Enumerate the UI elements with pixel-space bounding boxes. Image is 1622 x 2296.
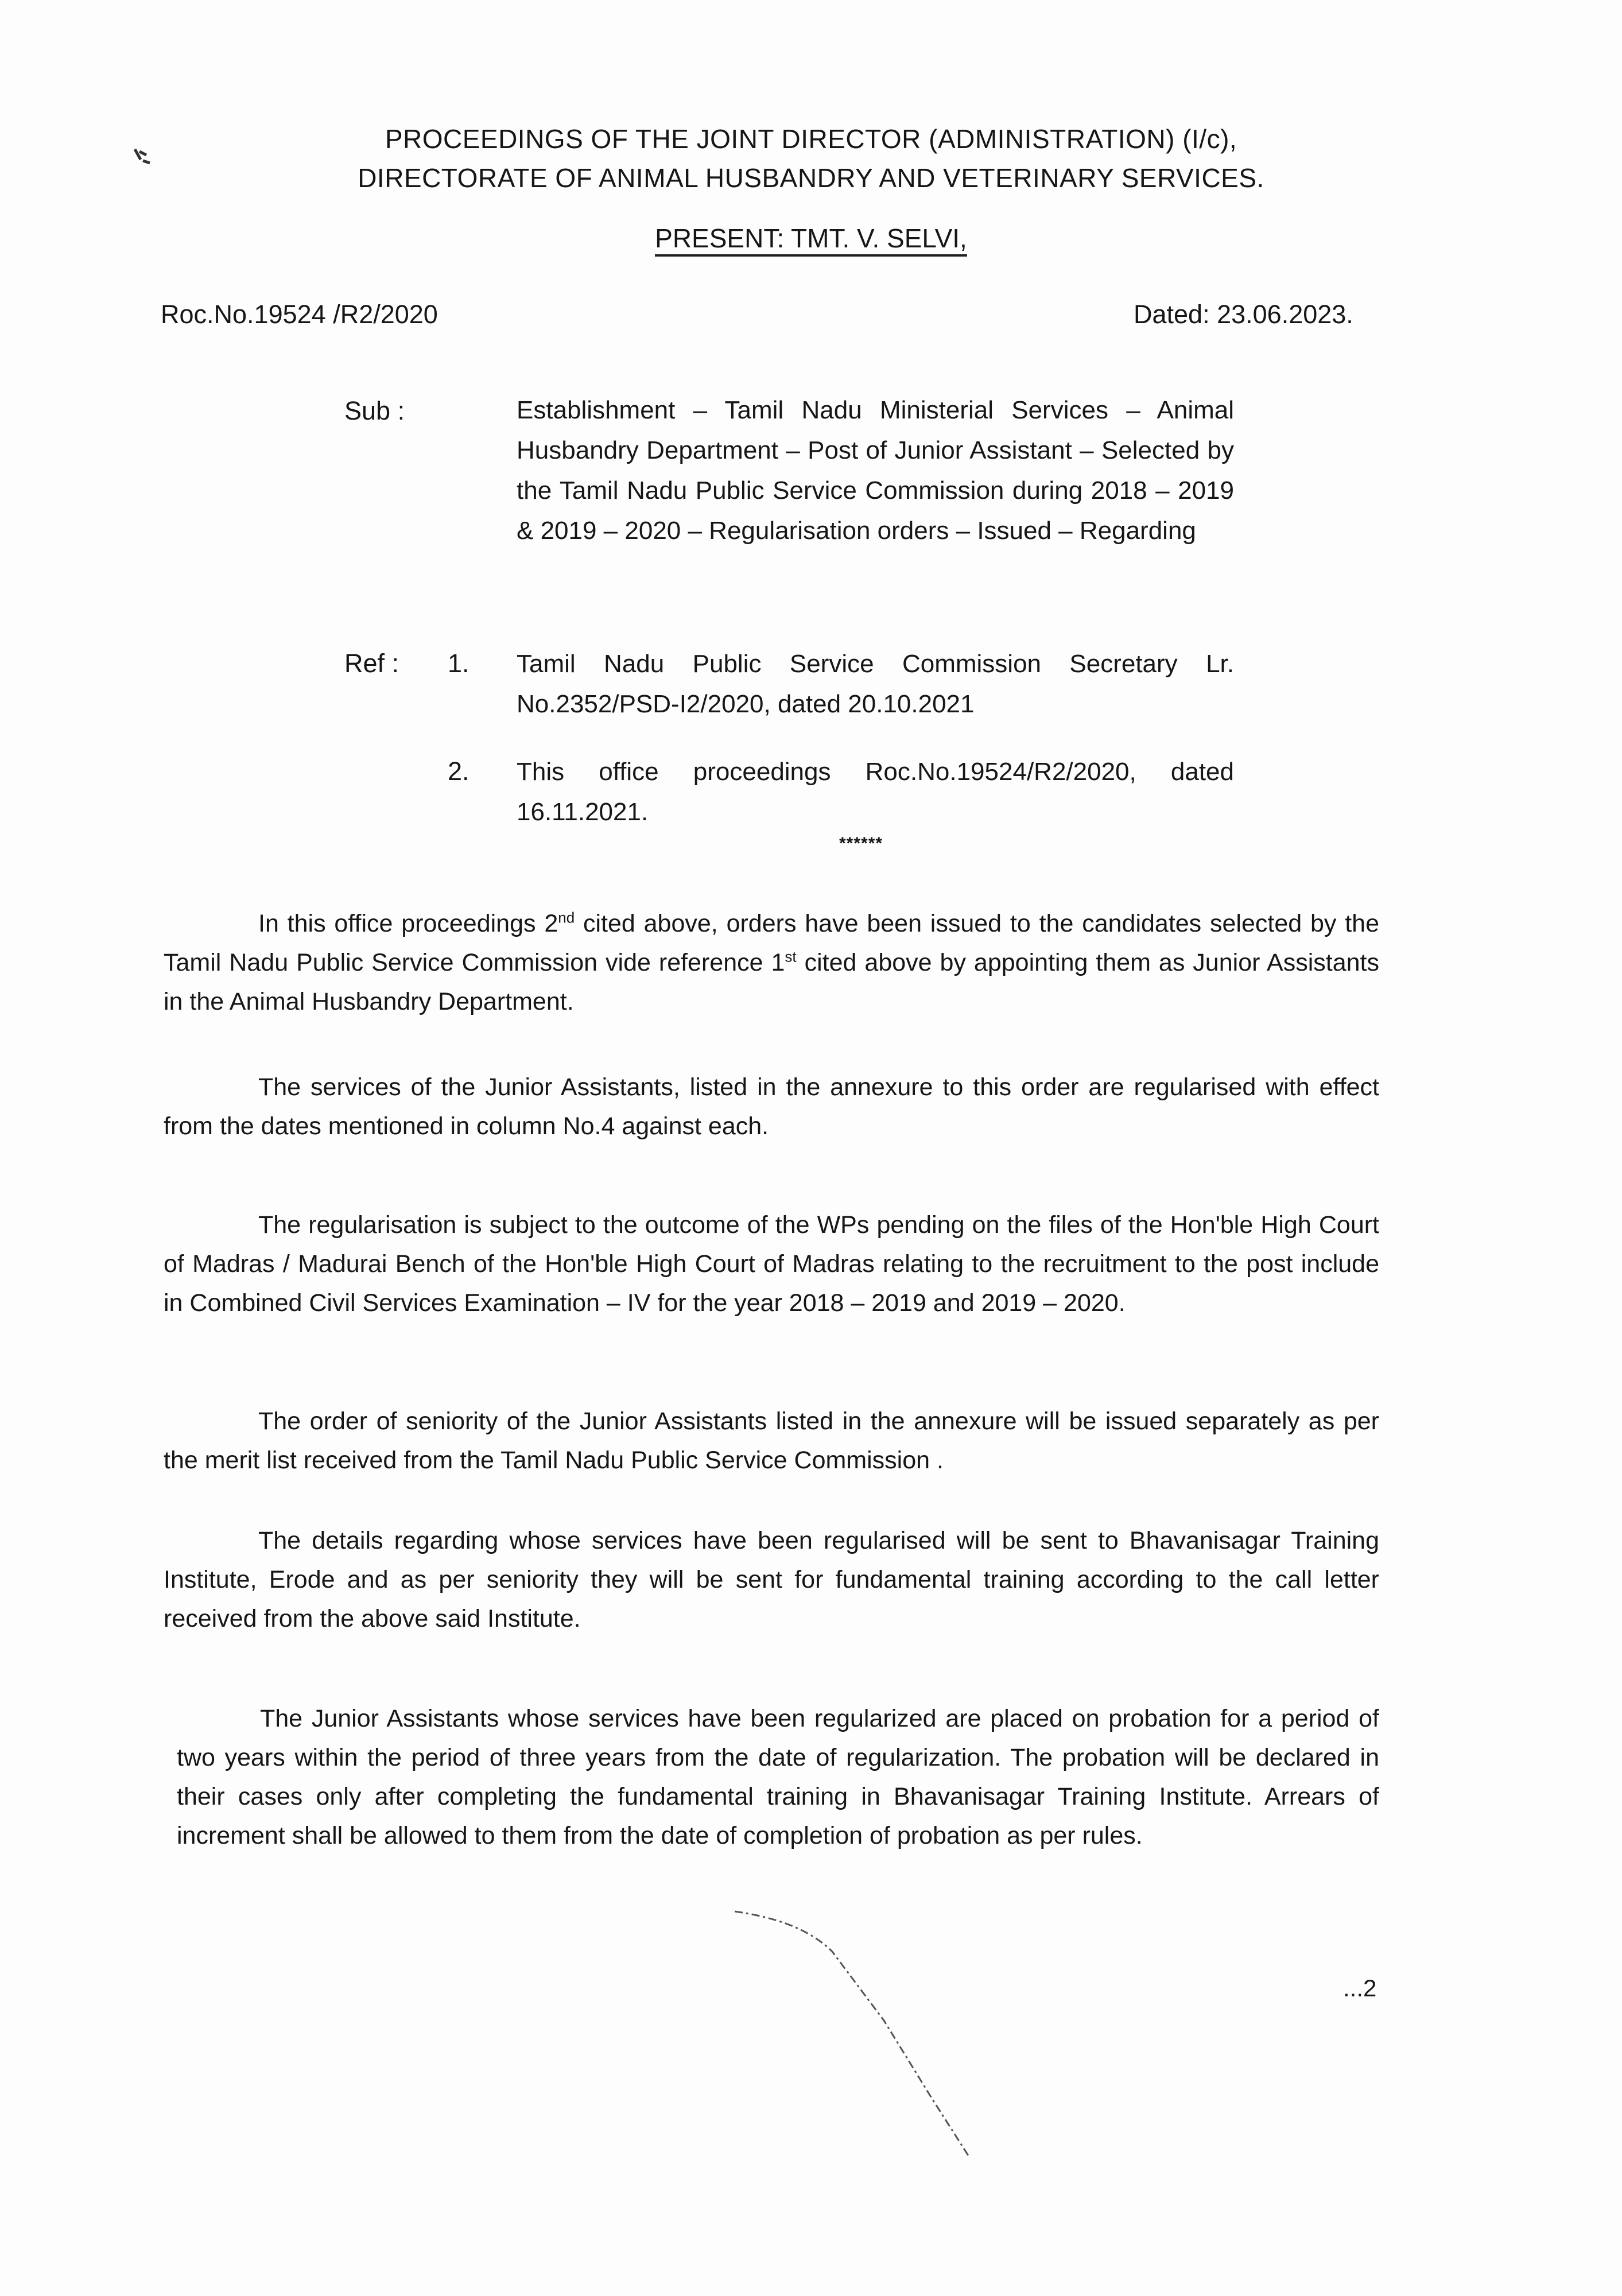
reference-2-text: This office proceedings Roc.No.19524/R2/2020, dated 16.11.2021. xyxy=(517,758,1234,826)
paragraph-4: The order of seniority of the Junior Assistants listed in the annexure will be issued separately as per the merit list received from the Tamil Nadu Public Service Commission . xyxy=(164,1407,1379,1474)
subject-label: Sub : xyxy=(344,396,405,425)
separator-stars: ****** xyxy=(839,834,883,853)
paragraph-2: The services of the Junior Assistants, listed in the annexure to this order are regularised with effect from the dates mentioned in column No.4 against each. xyxy=(164,1073,1379,1140)
roc-number: Roc.No.19524 /R2/2020 xyxy=(161,300,438,329)
reference-1-number: 1. xyxy=(448,649,469,678)
paragraph-5: The details regarding whose services have been regularised will be sent to Bhavanisagar Training Institute, Erode and as per seniority they will be sent for fundamental training according to the call letter received from the above said Institute. xyxy=(164,1527,1379,1632)
reference-1-text: Tamil Nadu Public Service Commission Secretary Lr. No.2352/PSD-I2/2020, dated 20.10.2021 xyxy=(517,650,1234,718)
paragraph-1-sup-1: nd xyxy=(558,909,575,926)
paragraph-6: The Junior Assistants whose services have been regularized are placed on probation for a period of two years within the period of three years from the date of regularization. The probation will be declared in their cases only after completing the fundamental training in Bhavanisagar Training Institute. Arrears of increment shall be allowed to them from the date of completion of probation as per rules. xyxy=(177,1705,1379,1849)
reference-label: Ref : xyxy=(344,649,399,678)
paragraph-1-part-a: In this office proceedings 2 xyxy=(258,910,558,937)
paragraph-3: The regularisation is subject to the outcome of the WPs pending on the files of the Hon'ble High Court of Madras / Madurai Bench of the Hon'ble High Court of Madras relating to the recruitment to the post include in Combined Civil Services Examination – IV for the year 2018 – 2019 and 2019 – 2020. xyxy=(164,1211,1379,1317)
paragraph-1-part-b: cited above, orders have been issued to the candidates selected by the Tamil Nadu Public Service Commission vide reference 1 xyxy=(164,910,1379,976)
present-line xyxy=(0,223,1622,254)
present-text: PRESENT: TMT. V. SELVI, xyxy=(655,223,967,257)
page-continuation: ...2 xyxy=(1343,1975,1377,2002)
pen-stroke-mark xyxy=(729,1906,993,2181)
header-line-2: DIRECTORATE OF ANIMAL HUSBANDRY AND VETERINARY SERVICES. xyxy=(358,163,1264,193)
paragraph-1-part-c: cited above by appointing them as Junior Assistants in the Animal Husbandry Department. xyxy=(164,949,1379,1015)
header-line-1: PROCEEDINGS OF THE JOINT DIRECTOR (ADMINISTRATION) (I/c), xyxy=(385,124,1237,154)
subject-text: Establishment – Tamil Nadu Ministerial Services – Animal Husbandry Department – Post of Junior Assistant – Selected by the Tamil Nadu Public Service Commission during 2018 – 2019 & 2019 – 2020 – Regularisation orders – Issued – Regarding xyxy=(517,396,1234,545)
dated: Dated: 23.06.2023. xyxy=(1134,300,1353,329)
paragraph-1-sup-2: st xyxy=(785,948,797,965)
paragraph-1 xyxy=(164,904,1379,1021)
reference-2-number: 2. xyxy=(448,757,469,786)
